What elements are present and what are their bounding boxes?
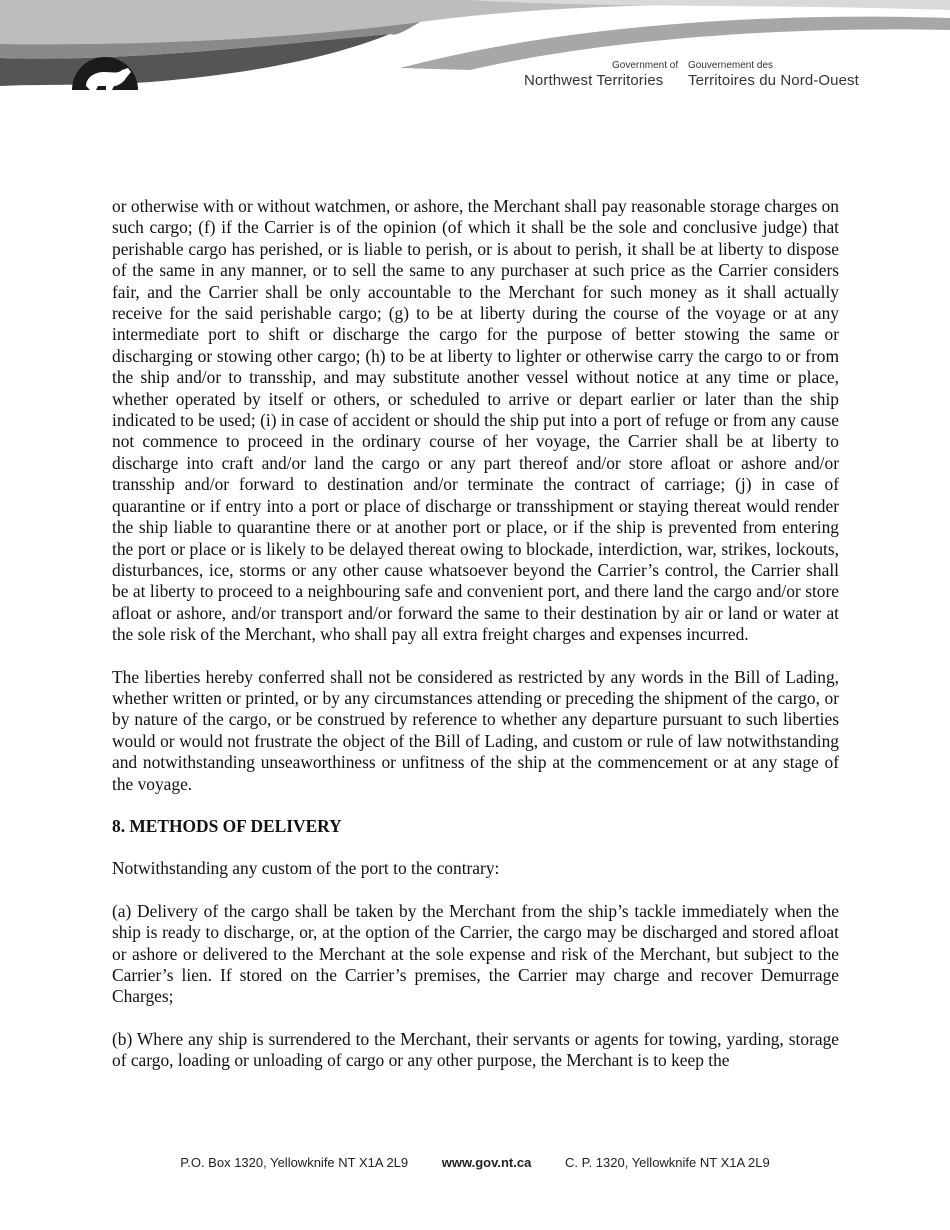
body-paragraph: (b) Where any ship is surrendered to the Merchant, their servants or agents for towing, yarding, storage of cargo, loading or unloading of cargo or any other purpose, the Merchant is to keep the (112, 1028, 839, 1071)
gov-en-small: Government of (612, 60, 679, 71)
document-body (112, 196, 839, 1093)
footer-address-english: P.O. Box 1320, Yellowknife NT X1A 2L9 (180, 1155, 409, 1170)
body-paragraph: or otherwise with or without watchmen, or ashore, the Merchant shall pay reasonable storage charges on such cargo; (f) if the Carrier is of the opinion (of which it shall be the sole and conclusive judge) that perishable cargo has perished, or is liable to perish, or is about to perish, it shall be at liberty to dispose of the same in any manner, or to sell the same to any purchaser at such price as the Carrier considers fair, and the Carrier shall be only accountable to the Merchant for such money as it shall actually receive for the said perishable cargo; (g) to be at liberty during the course of the voyage or at any intermediate port to shift or discharge the cargo for the purpose of better stowing the same or discharging or stowing other cargo; (h) to be at liberty to lighter or otherwise carry the cargo to or from the ship and/or to transship, and may substitute another vessel without notice at any time or place, whether operated by itself or others, or scheduled to arrive or depart earlier or later than the ship indicated to be used; (i) in case of accident or should the ship put into a port of refuge or from any cause not commence to proceed in the ordinary course of her voyage, the Carrier shall be at liberty to discharge into craft and/or land the cargo or any part thereof and/or store afloat or ashore and/or transship and/or forward to destination and/or terminate the contract of carriage; (j) in case of quarantine or if entry into a port or place of discharge or transshipment or staying thereat would render the ship liable to quarantine there or at another port or place, or if the ship is prevented from entering the port or place or is likely to be delayed thereat owing to blockade, interdiction, war, strikes, lockouts, disturbances, ice, storms or any other cause whatsoever beyond the Carrier’s control, the Carrier shall be at liberty to proceed to a neighbouring safe and convenient port, and there land the cargo and/or store afloat or ashore, and/or transport and/or forward the same to their destination by air or land or water at the sole risk of the Merchant, who shall pay all extra freight charges and expenses incurred. (112, 196, 839, 645)
government-name-english (524, 60, 678, 89)
letterhead-swoosh-graphic (0, 0, 950, 110)
section-heading: 8. METHODS OF DELIVERY (112, 815, 342, 836)
body-paragraph: The liberties hereby conferred shall not be considered as restricted by any words in the Bill of Lading, whether written or printed, or by any circumstances attending or preceding the shipment of the cargo, or by nature of the cargo, or be construed by reference to whether any departure pursuant to such liberties would or would not frustrate the object of the Bill of Lading, and custom or rule of law notwithstanding and notwithstanding unseaworthiness or unfitness of the ship at the commencement or at any stage of the voyage. (112, 666, 839, 794)
letterhead (0, 0, 950, 110)
gov-fr-small: Gouvernement des (688, 60, 774, 71)
gov-en-big: Northwest Territories (524, 72, 664, 89)
government-name-french (688, 60, 859, 89)
body-paragraph: Notwithstanding any custom of the port to the contrary: (112, 858, 500, 879)
gov-fr-big: Territoires du Nord-Ouest (688, 72, 859, 89)
body-paragraph: (a) Delivery of the cargo shall be taken by the Merchant from the ship’s tackle immediately when the ship is ready to discharge, or, at the option of the Carrier, the cargo may be discharged and stored afloat or ashore or delivered to the Merchant at the sole expense and risk of the Merchant, but subject to the Carrier’s lien. If stored on the Carrier’s premises, the Carrier may charge and recover Demurrage Charges; (112, 900, 839, 1007)
footer-website-link[interactable]: www.gov.nt.ca (441, 1155, 532, 1170)
footer-address-french: C. P. 1320, Yellowknife NT X1A 2L9 (564, 1155, 770, 1170)
letterhead-footer (0, 1155, 950, 1170)
